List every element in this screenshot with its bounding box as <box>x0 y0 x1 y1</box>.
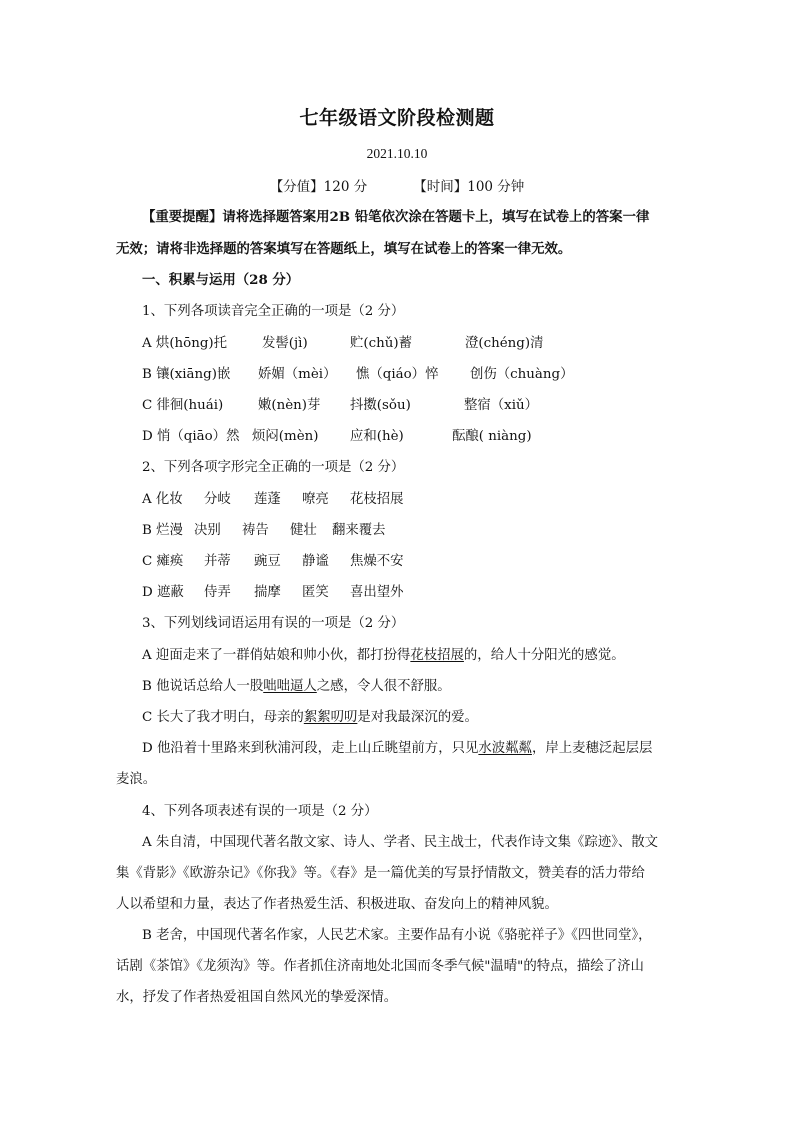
option-text: 是对我最深沉的爱。 <box>357 710 478 725</box>
page-title: 七年级语文阶段检测题 <box>299 107 495 129</box>
option-item: 分岐 <box>204 492 231 507</box>
option-text: C 长大了我才明白，母亲的 <box>142 710 304 725</box>
option-item: 花枝招展 <box>350 492 404 507</box>
option-item: 静谧 <box>302 554 329 569</box>
option-item: 焦燥不安 <box>350 554 404 569</box>
option-item: 决别 <box>194 523 221 538</box>
option-item: B 镶(xiāng)嵌 <box>142 367 231 382</box>
question-4-option-a-line: 人以希望和力量，表达了作者热爱生活、积极进取、奋发向上的精神风貌。 <box>116 897 558 912</box>
question-4-option-a-line: 集《背影》《欧游杂记》《你我》等。《春》是一篇优美的写景抒情散文，赞美春的活力带给 <box>116 866 645 881</box>
question-3-option-a <box>142 644 625 663</box>
option-item: 并蒂 <box>204 554 231 569</box>
option-item: 喜出望外 <box>350 585 404 600</box>
option-item: 嘹亮 <box>302 492 329 507</box>
option-item: 憔（qiáo）悴 <box>356 367 439 382</box>
option-item: 健壮 <box>290 523 317 538</box>
option-item: 莲蓬 <box>254 492 281 507</box>
option-item: A 化妆 <box>142 492 183 507</box>
option-text: ，岸上麦穗泛起层层 <box>531 741 653 756</box>
option-item: 澄(chéng)清 <box>465 336 544 351</box>
underlined-phrase: 咄咄逼人 <box>263 679 317 694</box>
option-item: 烦闷(mèn) <box>252 429 319 444</box>
option-item: 祷告 <box>242 523 269 538</box>
score-info: 【分值】120 分 <box>269 179 368 195</box>
underlined-phrase: 水波粼粼 <box>478 741 532 756</box>
underlined-phrase: 絮絮叨叨 <box>303 710 358 725</box>
option-item: C 瘫痪 <box>142 554 184 569</box>
option-text: B 他说话总给人一股 <box>142 679 264 694</box>
option-item: D 悄（qiāo）然 <box>142 429 240 444</box>
option-item: 酝酿( niàng) <box>452 429 532 444</box>
option-item: 嫩(nèn)芽 <box>258 398 321 413</box>
question-4-option-b-line: B 老舍，中国现代著名作家，人民艺术家。主要作品有小说《骆驼祥子》《四世同堂》， <box>142 928 652 943</box>
option-item: 翻来覆去 <box>332 523 386 538</box>
question-2-stem: 2、下列各项字形完全正确的一项是（2 分） <box>142 460 405 475</box>
option-item: 应和(hè) <box>350 429 404 444</box>
option-item: A 烘(hōng)托 <box>142 336 228 351</box>
question-3-option-d <box>142 737 652 756</box>
option-item: B 烂漫 <box>142 523 183 538</box>
question-4-option-a-line: A 朱自清，中国现代著名散文家、诗人、学者、民主战士，代表作诗文集《踪迹》、散文 <box>142 835 659 850</box>
question-4-option-b-line: 水，抒发了作者热爱祖国自然风光的挚爱深情。 <box>116 990 398 1005</box>
exam-meta <box>0 175 794 195</box>
question-3-option-b <box>142 675 451 694</box>
option-text: D 他沿着十里路来到秋浦河段，走上山丘眺望前方，只见 <box>142 741 479 756</box>
option-item: 整宿（xiǔ） <box>464 398 539 413</box>
option-item: 抖擞(sǒu) <box>350 398 411 413</box>
question-4-stem: 4、下列各项表述有误的一项是（2 分） <box>142 804 378 819</box>
option-text: 的，给人十分阳光的感觉。 <box>463 648 625 663</box>
option-item: 娇媚（mèi） <box>258 367 337 382</box>
option-text: 之感，令人很不舒服。 <box>316 679 451 694</box>
question-3-stem: 3、下列划线词语运用有误的一项是（2 分） <box>142 616 405 631</box>
notice-line-1: 【重要提醒】请将选择题答案用2B 铅笔依次涂在答题卡上，填写在试卷上的答案一律 <box>142 209 650 225</box>
option-item: 发髻(jì) <box>262 336 308 351</box>
time-info: 【时间】100 分钟 <box>413 179 525 195</box>
notice-line-2: 无效；请将非选择题的答案填写在答题纸上，填写在试卷上的答案一律无效。 <box>116 241 572 257</box>
option-item: 创伤（chuàng） <box>470 367 574 382</box>
question-3-option-c <box>142 706 478 725</box>
exam-date: 2021.10.10 <box>366 146 428 161</box>
option-text: A 迎面走来了一群俏姑娘和帅小伙，都打扮得 <box>142 648 411 663</box>
question-1-stem: 1、下列各项读音完全正确的一项是（2 分） <box>142 304 405 319</box>
option-item: 揣摩 <box>254 585 281 600</box>
question-4-option-b-line: 话剧《茶馆》《龙须沟》等。作者抓住济南地处北国而冬季气候"温晴"的特点，描绘了济山 <box>116 959 644 974</box>
option-item: 侍弄 <box>204 585 231 600</box>
option-item: 贮(chǔ)蓄 <box>350 336 412 351</box>
underlined-phrase: 花枝招展 <box>410 648 464 663</box>
question-3-option-d-cont: 麦浪。 <box>116 772 157 787</box>
option-item: 匿笑 <box>302 585 329 600</box>
option-item: D 遮蔽 <box>142 585 184 600</box>
option-item: 豌豆 <box>254 554 281 569</box>
section-heading: 一、积累与运用（28 分） <box>142 272 300 288</box>
option-item: C 徘徊(huái) <box>142 398 224 413</box>
